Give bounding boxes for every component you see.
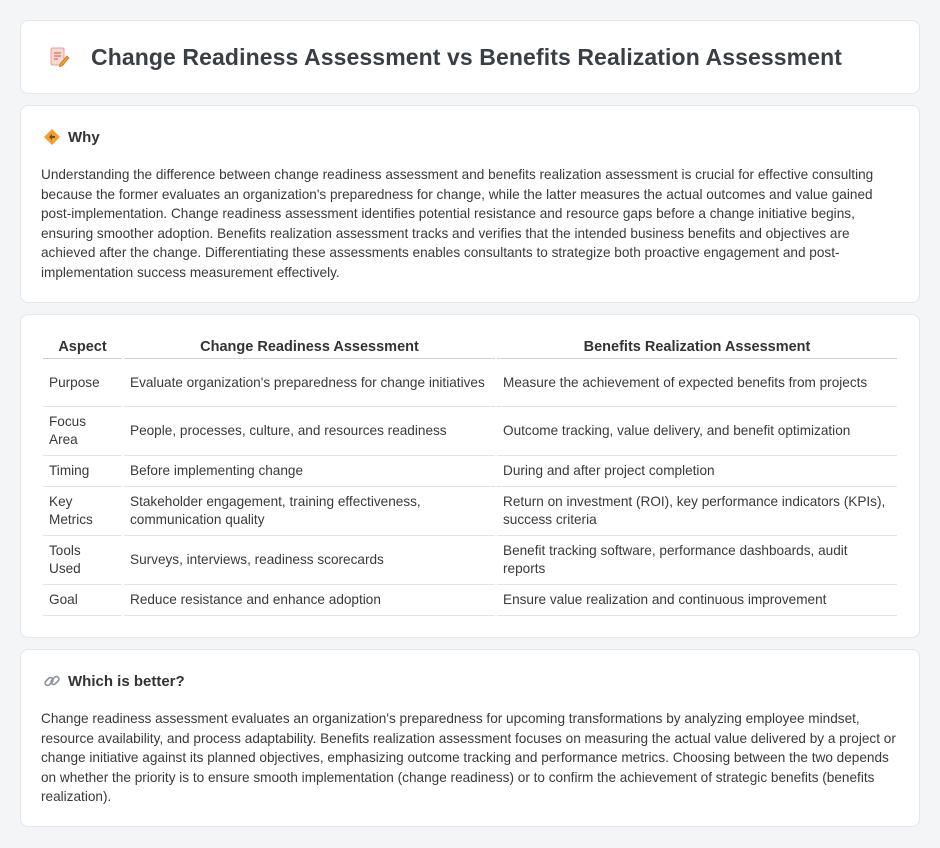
which-text: Change readiness assessment evaluates an organization's preparedness for upcoming transformations by analyzing employee mindset, resource availability, and process adaptability. Benefits realization assessment focuses on measuring the actual value delivered by a project or change initiative against its planned objectives, emphasizing outcome tracking and performance metrics. Choosing between the two depends on whether the priority is to ensure smooth implementation (change readiness) or to confirm the achievement of strategic benefits (benefits realization). (41, 711, 896, 805)
table-cell-change-readiness: Stakeholder engagement, training effectiveness, communication quality (124, 487, 495, 536)
table-row (43, 407, 897, 456)
table-cell-benefits-realization: Measure the achievement of expected benefits from projects (497, 359, 897, 407)
table-cell-change-readiness: Reduce resistance and enhance adoption (124, 585, 495, 616)
link-icon (43, 672, 61, 690)
table-row (43, 487, 897, 536)
table-cell-aspect: Timing (43, 456, 122, 487)
table-cell-benefits-realization: Ensure value realization and continuous improvement (497, 585, 897, 616)
table-header-change-readiness: Change Readiness Assessment (124, 335, 495, 359)
table-cell-benefits-realization: Return on investment (ROI), key performance indicators (KPIs), success criteria (497, 487, 897, 536)
table-cell-benefits-realization: Benefit tracking software, performance dashboards, audit reports (497, 536, 897, 585)
why-text: Understanding the difference between change readiness assessment and benefits realization assessment is crucial for effective consulting because the former evaluates an organization's preparedness for change, while the latter measures the actual outcomes and value gained post-implementation. Change readiness assessment identifies potential resistance and resource gaps before a change initiative begins, ensuring smoother adoption. Benefits realization assessment tracks and verifies that the intended business benefits and objectives are achieved after the change. Differentiating these assessments enables consultants to strategize both proactive engagement and post-implementation success measurement effectively. (41, 167, 874, 280)
table-cell-aspect: Purpose (43, 359, 122, 407)
document-pen-icon (47, 45, 71, 69)
table-cell-benefits-realization: During and after project completion (497, 456, 897, 487)
table-row (43, 585, 897, 616)
which-heading-row (43, 672, 899, 690)
table-row (43, 359, 897, 407)
table-cell-aspect: Key Metrics (43, 487, 122, 536)
diamond-signpost-icon (43, 128, 61, 146)
table-cell-benefits-realization: Outcome tracking, value delivery, and benefit optimization (497, 407, 897, 456)
table-cell-change-readiness: People, processes, culture, and resources readiness (124, 407, 495, 456)
table-header-row (43, 335, 897, 359)
page-title: Change Readiness Assessment vs Benefits Realization Assessment (91, 43, 843, 70)
table-row (43, 536, 897, 585)
why-heading: Why (68, 128, 100, 146)
table-cell-change-readiness: Before implementing change (124, 456, 495, 487)
comparison-table-card (20, 314, 920, 638)
which-section (20, 649, 920, 827)
table-cell-aspect: Goal (43, 585, 122, 616)
why-heading-row (43, 128, 899, 146)
which-heading: Which is better? (68, 672, 185, 690)
table-cell-aspect: Focus Area (43, 407, 122, 456)
table-row (43, 456, 897, 487)
table-cell-change-readiness: Evaluate organization's preparedness for change initiatives (124, 359, 495, 407)
why-section (20, 105, 920, 303)
table-header-aspect: Aspect (43, 335, 122, 359)
table-cell-aspect: Tools Used (43, 536, 122, 585)
table-header-benefits-realization: Benefits Realization Assessment (497, 335, 897, 359)
comparison-table (41, 335, 899, 616)
title-card (20, 20, 920, 94)
table-cell-change-readiness: Surveys, interviews, readiness scorecards (124, 536, 495, 585)
